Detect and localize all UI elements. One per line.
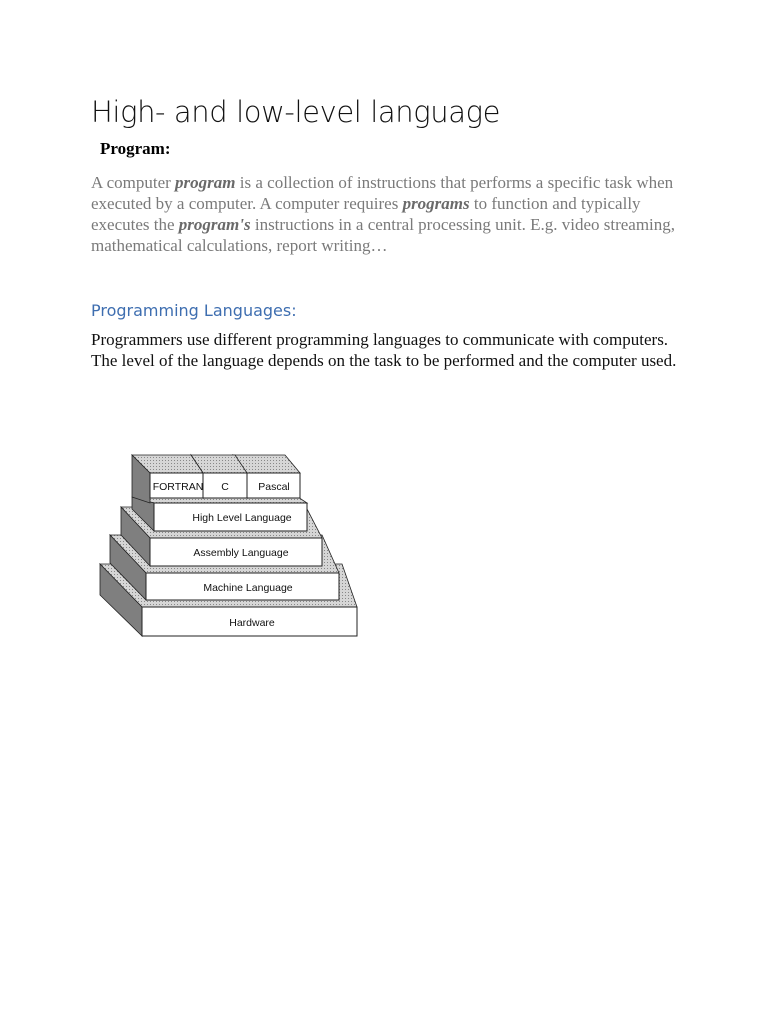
diagram-label-c: C bbox=[221, 481, 229, 493]
paragraph-text: is a collection of instructions that performs a specific task when executed by a computer. A computer requires bbox=[91, 173, 674, 213]
fortran-block bbox=[132, 455, 203, 503]
emphasized-term: programs bbox=[402, 194, 470, 213]
high-level-language-block bbox=[132, 497, 307, 531]
diagram-label-hardware: Hardware bbox=[229, 617, 275, 629]
program-definition-paragraph bbox=[91, 172, 691, 256]
program-heading: Program: bbox=[100, 139, 171, 158]
programming-languages-paragraph: Programmers use different programming languages to communicate with computers. The level of the language depends on the task to be performed and the computer used. bbox=[91, 330, 677, 370]
emphasized-term: program bbox=[175, 173, 236, 192]
paragraph-text: to function and typically executes the bbox=[91, 194, 641, 234]
diagram-label-machine-language: Machine Language bbox=[203, 582, 293, 594]
diagram-label-pascal: Pascal bbox=[258, 481, 290, 493]
diagram-label-high-level-language: High Level Language bbox=[192, 512, 292, 524]
paragraph-text: A computer bbox=[91, 173, 176, 192]
language-levels-diagram bbox=[90, 445, 370, 645]
document-title: High- and low-level language bbox=[91, 95, 501, 129]
paragraph-text: instructions in a central processing unit. E.g. video streaming, mathematical calculations, report writing… bbox=[91, 215, 676, 255]
emphasized-term: program's bbox=[178, 215, 251, 234]
diagram-label-fortran: FORTRAN bbox=[152, 481, 204, 493]
diagram-label-assembly-language: Assembly Language bbox=[193, 547, 289, 559]
programming-languages-heading: Programming Languages: bbox=[91, 301, 297, 320]
